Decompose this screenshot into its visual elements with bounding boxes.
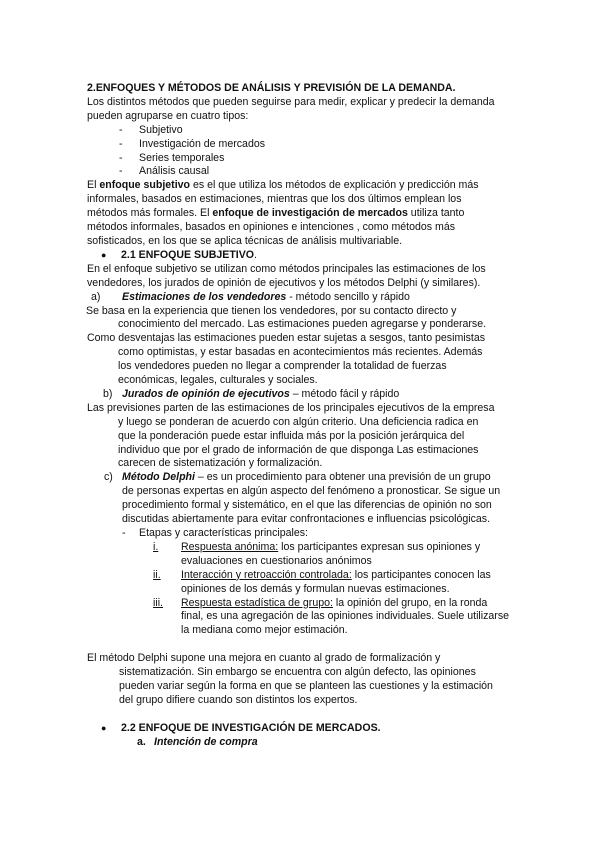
page-title: 2.ENFOQUES Y MÉTODOS DE ANÁLISIS Y PREVISIÓN DE LA DEMANDA. [87,82,456,94]
subsection-a-para2: Como desventajas las estimaciones pueden estar sujetas a sesgos, tanto pesimistas como optimistas, y estar basadas en acontecimientos más recientes. Además los vendedores pueden no llegar a comprender la totalidad de fuerzas económicas, legales, culturales y sociales. [87,332,486,387]
intro-line: Los distintos métodos que pueden seguirse para medir, explicar y predecir la demanda [87,95,495,108]
section-intro: En el enfoque subjetivo se utilizan como métodos principales las estimaciones de los [87,262,486,275]
subsection-b-heading: b) Jurados de opinión de ejecutivos – método fácil y rápido [103,387,400,400]
subsection-c-para: de personas expertas en algún aspecto del fenómeno a pronosticar. Se sigue un procedimiento formal y sistemático, en el que las diferencias de opinión no son discutidas abiertamente para evitar confrontaciones e influencias psicológicas. [122,485,501,526]
list-item: - Series temporales [119,151,225,164]
subsection-b-para: Las previsiones parten de las estimaciones de los principales ejecutivos de la empresa y luego se ponderan de acuerdo con algún criterio. Una deficiencia radica en que la ponderación puede estar influida más por la posición jerárquica del individuo que por el grado de información de que disponga Las estimaciones carecen de sistematización y formalización. [87,401,495,470]
list-item: iii. Respuesta estadística de grupo: la opinión del grupo, en la ronda [153,596,488,609]
section-intro: vendedores, los jurados de opinión de ejecutivos y los métodos Delphi (y similares). [87,276,481,289]
overview-paragraph: El enfoque subjetivo es el que utiliza los métodos de explicación y predicción más informales, basados en estimaciones, mientras que los dos últimos emplean los métodos más formales. El enfoque de investigación de mercados utiliza tanto métodos informales, basados en opiniones e intenciones , como métodos más sofisticados, en los que se aplica técnicas de análisis multivariable. [87,179,479,247]
intro-line: pueden agruparse en cuatro tipos: [87,109,249,122]
list-item: - Investigación de mercados [119,137,266,150]
stages-list: i. Respuesta anónima: los participantes expresan sus opiniones y evaluaciones en cuestionarios anónimos ii. Interacción y retroacción controlada: los participantes conocen las opiniones de los demás y formulan nuevas estimaciones. iii. Respuesta estadística de grupo: la opinión del grupo, en la ronda final, es una agregación de las opiniones individuales. Suele utilizarse la mediana como mejor estimación. [87,541,517,638]
section-heading-2-2: ● 2.2 ENFOQUE DE INVESTIGACIÓN DE MERCADOS. [101,721,381,734]
list-item: i. Respuesta anónima: los participantes expresan sus opiniones y [153,540,481,553]
stages-label: - Etapas y características principales: [122,527,308,539]
subsection-c-heading: c) Método Delphi – es un procedimiento para obtener una previsión de un grupo [104,471,491,484]
subsection-a-para1: Se basa en la experiencia que tienen los vendedores, por su contacto directo y conocimiento del mercado. Las estimaciones pueden agregarse y ponderarse. [86,304,487,331]
section-heading-2-1: ● 2.1 ENFOQUE SUBJETIVO. [101,248,257,261]
document-body [87,82,517,750]
subsection-2-2-a: a. Intención de compra [137,735,258,748]
list-item: ii. Interacción y retroacción controlada: los participantes conocen las [153,568,491,581]
bullet-icon: ● [101,722,107,733]
list-item: - Subjetivo [119,123,183,136]
delphi-summary: El método Delphi supone una mejora en cuanto al grado de formalización y sistematización. Sin embargo se encuentra con algún defecto, las opiniones pueden variar según la forma en que se planteen las cuestiones y la estimación del grupo difiere cuando son distintos los expertos. [87,652,493,706]
subsection-a-heading: a) Estimaciones de los vendedores - método sencillo y rápido [91,290,410,303]
types-list [87,124,517,180]
list-item: - Análisis causal [119,165,210,178]
bullet-icon: ● [101,249,107,260]
